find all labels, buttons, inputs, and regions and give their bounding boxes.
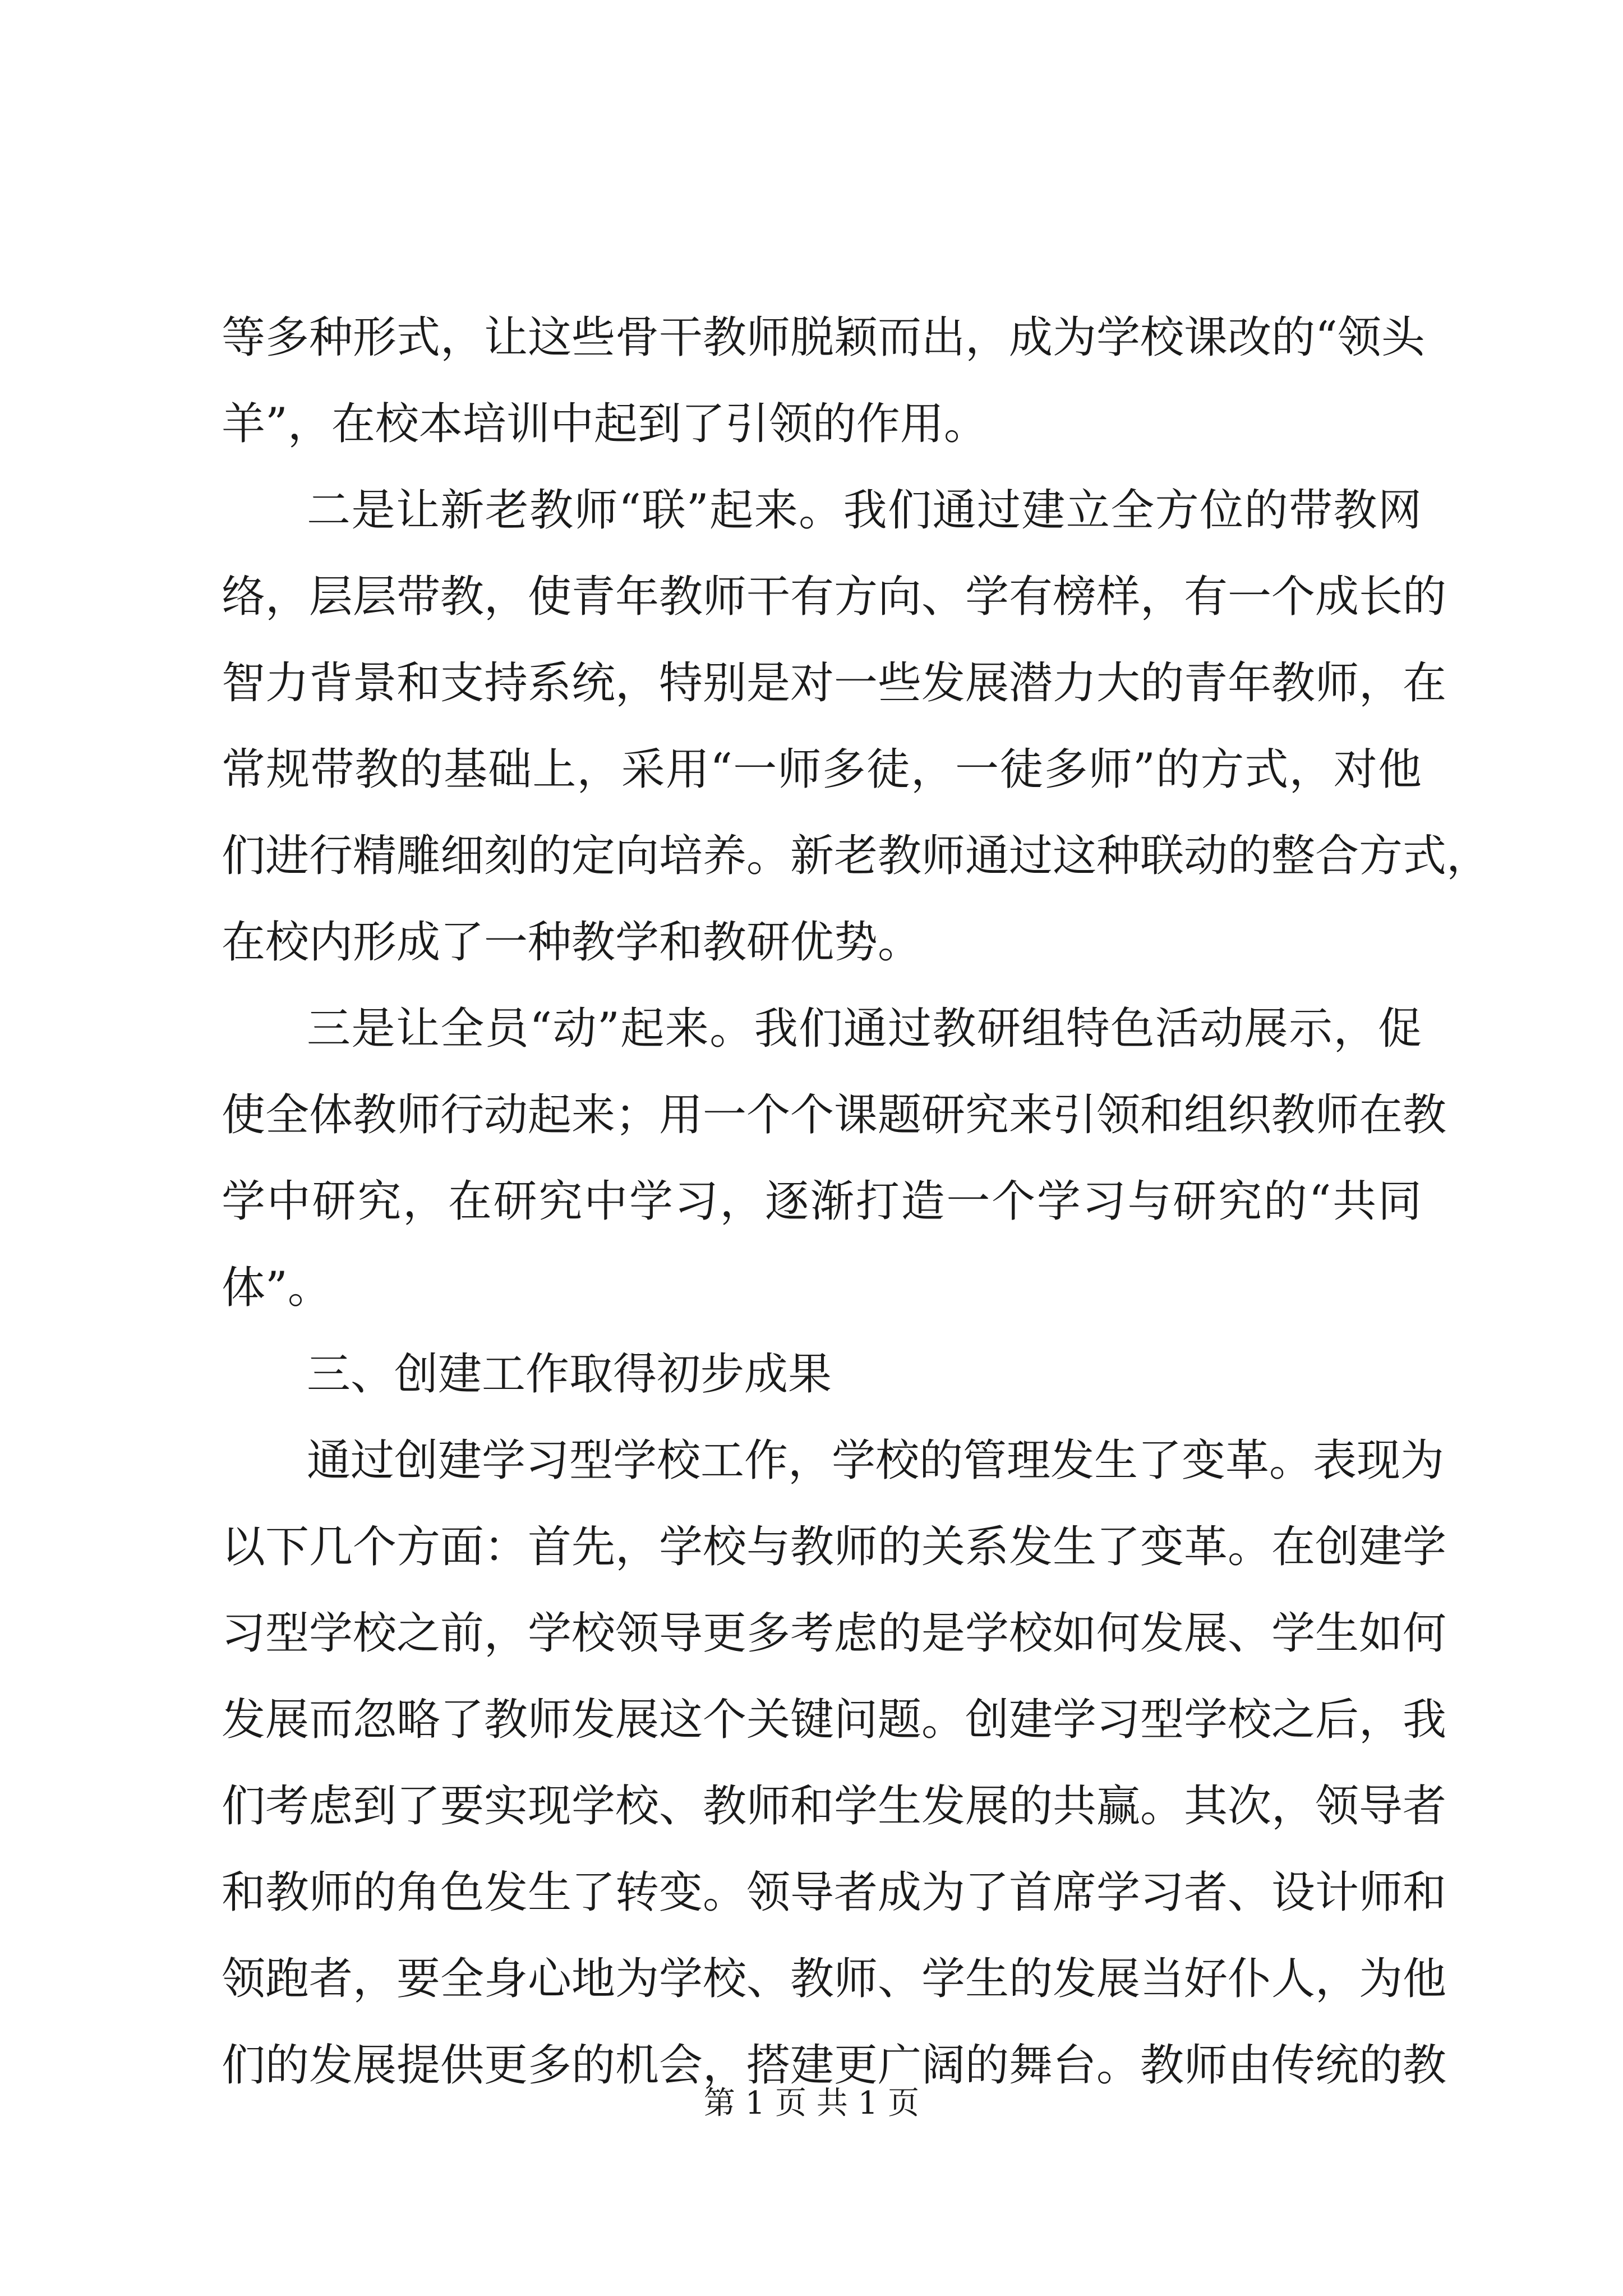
text-line: 使全体教师行动起来；用一个个课题研究来引领和组织教师在教	[222, 1090, 1447, 1140]
text-line: 们考虑到了要实现学校、教师和学生发展的共赢。其次，领导者	[222, 1781, 1447, 1832]
heading-text: 三、创建工作取得初步成果	[307, 1349, 832, 1400]
text-line: 们的发展提供更多的机会，搭建更广阔的舞台。教师由传统的教	[222, 2040, 1447, 2091]
text-line: 在校内形成了一种教学和教研优势。	[222, 917, 922, 968]
paragraph	[222, 467, 1491, 986]
text-line: 领跑者，要全身心地为学校、教师、学生的发展当好仆人，为他	[222, 1954, 1447, 2004]
text-line: 三是让全员“动”起来。我们通过教研组特色活动展示，促	[307, 1004, 1422, 1054]
text-line: 智力背景和支持系统，特别是对一些发展潜力大的青年教师，在	[222, 658, 1447, 708]
text-line: 习型学校之前，学校领导更多考虑的是学校如何发展、学生如何	[222, 1608, 1447, 1659]
document-body	[222, 295, 1491, 2109]
paragraph	[222, 1418, 1447, 2109]
section-heading	[222, 1331, 1422, 1418]
text-line: 们进行精雕细刻的定向培养。新老教师通过这种联动的整合方式，	[222, 831, 1491, 881]
text-line: 体”。	[222, 1263, 331, 1313]
page-footer	[0, 2084, 1623, 2123]
page-number-label: 第 1 页 共 1 页	[703, 2085, 920, 2122]
text-line: 发展而忽略了教师发展这个关键问题。创建学习型学校之后，我	[222, 1695, 1447, 1745]
paragraph	[222, 986, 1447, 1331]
text-line: 以下几个方面：首先，学校与教师的关系发生了变革。在创建学	[222, 1522, 1447, 1572]
text-line: 羊”，在校本培训中起到了引领的作用。	[222, 399, 988, 449]
paragraph	[222, 295, 1425, 467]
text-line: 等多种形式，让这些骨干教师脱颖而出，成为学校课改的“领头	[222, 312, 1425, 363]
text-line: 络，层层带教，使青年教师干有方向、学有榜样，有一个成长的	[222, 572, 1447, 622]
text-line: 学中研究，在研究中学习，逐渐打造一个学习与研究的“共同	[222, 1176, 1422, 1227]
text-line: 二是让新老教师“联”起来。我们通过建立全方位的带教网	[307, 485, 1422, 536]
text-line: 和教师的角色发生了转变。领导者成为了首席学习者、设计师和	[222, 1867, 1447, 1918]
text-line: 常规带教的基础上，采用“一师多徒，一徒多师”的方式，对他	[222, 744, 1422, 795]
text-line: 通过创建学习型学校工作，学校的管理发生了变革。表现为	[307, 1435, 1445, 1486]
